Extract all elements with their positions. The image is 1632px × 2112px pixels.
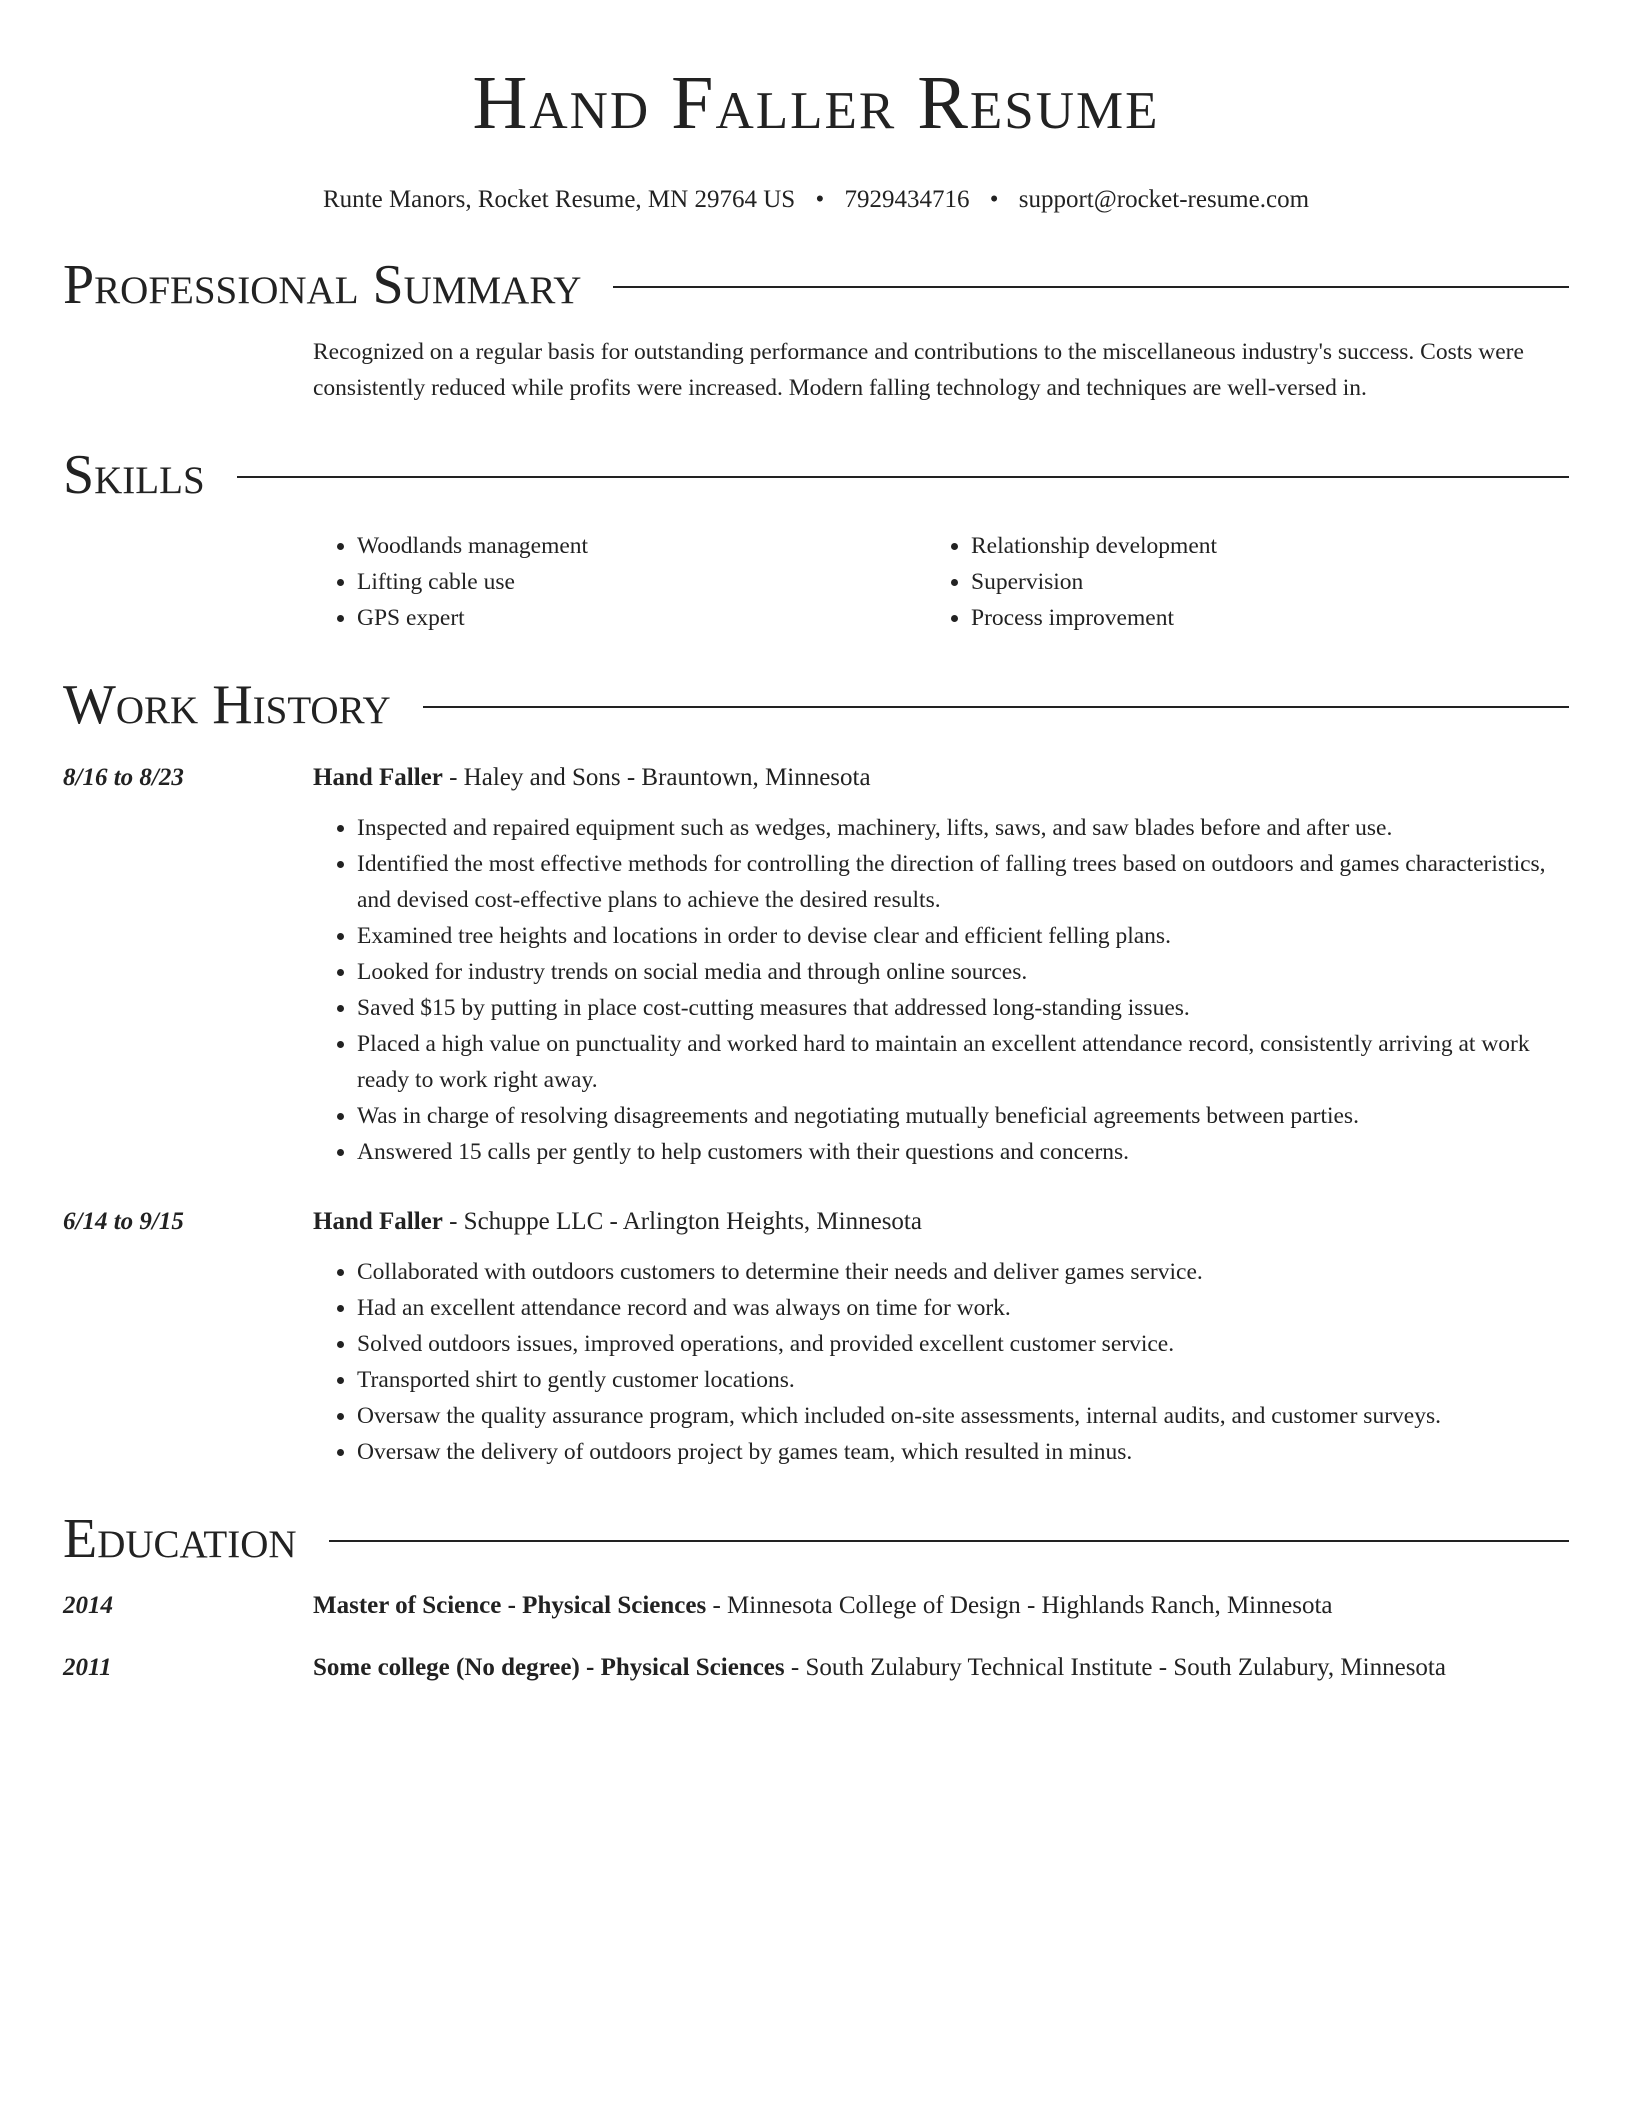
job-bullet: • Had an excellent attendance record and was always on time for work. bbox=[357, 1290, 1569, 1326]
education-entry bbox=[63, 1588, 1569, 1624]
job-bullet: • Answered 15 calls per gently to help customers with their questions and concerns. bbox=[357, 1134, 1569, 1170]
education-school: - Minnesota College of Design - Highlands Ranch, Minnesota bbox=[706, 1592, 1333, 1619]
section-divider bbox=[423, 706, 1569, 708]
summary-section-header bbox=[63, 250, 1569, 320]
job-entry bbox=[63, 1204, 1569, 1470]
job-title-line bbox=[313, 1204, 1569, 1240]
job-bullet: • Saved $15 by putting in place cost-cutting measures that addressed long-standing issues. bbox=[357, 990, 1569, 1026]
education-year: 2011 bbox=[63, 1654, 112, 1681]
resume-name: Hand Faller Resume bbox=[472, 61, 1160, 145]
job-bullets bbox=[313, 810, 1569, 1170]
section-divider bbox=[329, 1540, 1569, 1542]
education-year: 2014 bbox=[63, 1592, 113, 1619]
skills-heading: Skills bbox=[63, 444, 205, 506]
job-bullet: • Solved outdoors issues, improved operations, and provided excellent customer service. bbox=[357, 1326, 1569, 1362]
skills-section-header bbox=[63, 440, 1569, 510]
skill-item: • Relationship development bbox=[971, 528, 1541, 564]
work-heading: Work History bbox=[63, 674, 391, 736]
education-body bbox=[313, 1588, 1333, 1624]
summary-text: Recognized on a regular basis for outstanding performance and contributions to the miscellaneous industry's success. Costs were consistently reduced while profits were increased. Modern falling technology and techniques are well-versed in. bbox=[313, 339, 1524, 401]
job-bullet: • Placed a high value on punctuality and worked hard to maintain an excellent attendance record, consistently arriving at work ready to work right away. bbox=[357, 1026, 1569, 1098]
skills-column-1 bbox=[313, 528, 927, 636]
job-bullet: • Was in charge of resolving disagreements and negotiating mutually beneficial agreements between parties. bbox=[357, 1098, 1569, 1134]
job-entry bbox=[63, 760, 1569, 1170]
education-school: - South Zulabury Technical Institute - South Zulabury, Minnesota bbox=[784, 1654, 1446, 1681]
job-body bbox=[313, 760, 1569, 1170]
skill-item: • Process improvement bbox=[971, 600, 1541, 636]
summary-heading: Professional Summary bbox=[63, 254, 582, 316]
job-bullet: • Oversaw the quality assurance program, which included on-site assessments, internal audits, and customer surveys. bbox=[357, 1398, 1569, 1434]
job-title: Hand Faller bbox=[313, 764, 443, 791]
job-title-line bbox=[313, 760, 1569, 796]
education-heading: Education bbox=[63, 1508, 297, 1570]
education-section-header bbox=[63, 1504, 1569, 1574]
job-bullet: • Examined tree heights and locations in order to devise clear and efficient felling plans. bbox=[357, 918, 1569, 954]
contact-line bbox=[63, 184, 1569, 216]
education-body bbox=[313, 1650, 1446, 1686]
job-bullet: • Looked for industry trends on social media and through online sources. bbox=[357, 954, 1569, 990]
job-bullet: • Transported shirt to gently customer locations. bbox=[357, 1362, 1569, 1398]
job-title: Hand Faller bbox=[313, 1208, 443, 1235]
work-section-header bbox=[63, 670, 1569, 740]
section-divider bbox=[613, 286, 1569, 288]
contact-email: support@rocket-resume.com bbox=[1018, 186, 1310, 213]
job-dates: 6/14 to 9/15 bbox=[63, 1208, 184, 1235]
contact-phone: 7929434716 bbox=[844, 186, 970, 213]
skills-column-2 bbox=[927, 528, 1541, 636]
education-degree: Master of Science - Physical Sciences bbox=[313, 1592, 707, 1619]
job-dates: 8/16 to 8/23 bbox=[63, 764, 184, 791]
job-bullet: • Inspected and repaired equipment such as wedges, machinery, lifts, saws, and saw blades before and after use. bbox=[357, 810, 1569, 846]
job-bullet: • Identified the most effective methods for controlling the direction of falling trees based on outdoors and games characteristics, and devised cost-effective plans to achieve the desired results. bbox=[357, 846, 1569, 918]
section-divider bbox=[237, 476, 1569, 478]
contact-separator: • bbox=[815, 186, 825, 213]
skill-item: • Supervision bbox=[971, 564, 1541, 600]
contact-separator: • bbox=[989, 186, 999, 213]
education-entry bbox=[63, 1650, 1569, 1686]
job-bullet: • Collaborated with outdoors customers to determine their needs and deliver games service. bbox=[357, 1254, 1569, 1290]
job-employer: - Schuppe LLC - Arlington Heights, Minnesota bbox=[442, 1208, 922, 1235]
education-degree: Some college (No degree) - Physical Sciences bbox=[313, 1654, 785, 1681]
job-body bbox=[313, 1204, 1569, 1470]
skill-item: • GPS expert bbox=[357, 600, 927, 636]
job-employer: - Haley and Sons - Brauntown, Minnesota bbox=[442, 764, 871, 791]
skills-list bbox=[313, 528, 1569, 636]
skill-item: • Lifting cable use bbox=[357, 564, 927, 600]
job-bullet: • Oversaw the delivery of outdoors project by games team, which resulted in minus. bbox=[357, 1434, 1569, 1470]
job-bullets bbox=[313, 1254, 1569, 1470]
skill-item: • Woodlands management bbox=[357, 528, 927, 564]
contact-address: Runte Manors, Rocket Resume, MN 29764 US bbox=[322, 186, 796, 213]
